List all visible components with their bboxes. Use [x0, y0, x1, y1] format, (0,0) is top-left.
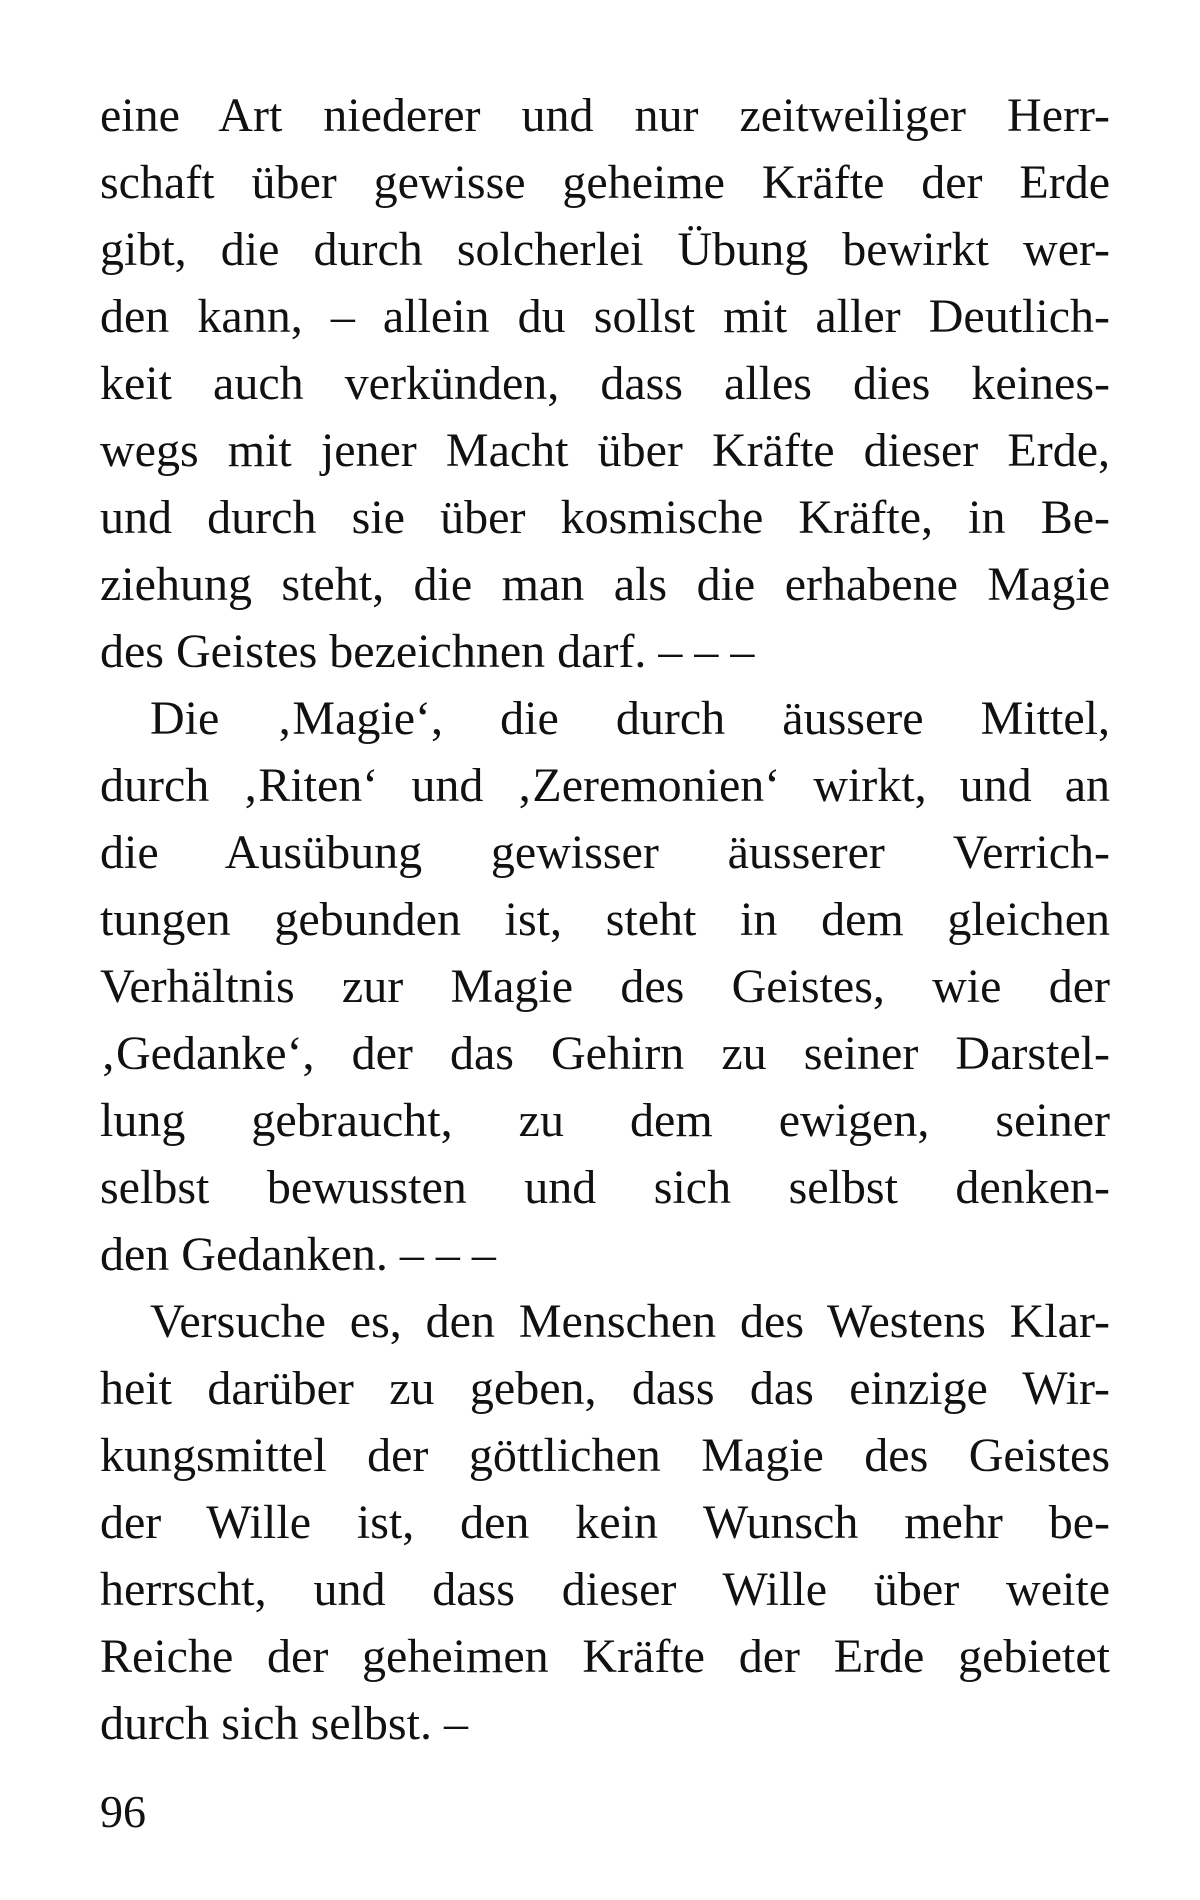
text-line: den kann, – allein du sollst mit aller Deutlich-	[100, 290, 1110, 343]
text-line: Die ‚Magie‘, die durch äussere Mittel,	[150, 692, 1110, 745]
text-line: den Gedanken. – – –	[100, 1228, 496, 1281]
text-line: heit darüber zu geben, dass das einzige Wir-	[100, 1362, 1110, 1415]
text-line: keit auch verkünden, dass alles dies keines-	[100, 357, 1110, 410]
text-line: eine Art niederer und nur zeitweiliger Herr-	[100, 89, 1110, 142]
text-line: herrscht, und dass dieser Wille über weite	[100, 1563, 1110, 1616]
text-line: die Ausübung gewisser äusserer Verrich-	[100, 826, 1110, 879]
text-line: Reiche der geheimen Kräfte der Erde gebietet	[100, 1630, 1110, 1683]
text-line: lung gebraucht, zu dem ewigen, seiner	[100, 1094, 1110, 1147]
page-number: 96	[100, 1786, 146, 1837]
text-line: kungsmittel der göttlichen Magie des Geistes	[100, 1429, 1110, 1482]
text-line: schaft über gewisse geheime Kräfte der Erde	[100, 156, 1110, 209]
text-line: ‚Gedanke‘, der das Gehirn zu seiner Darstel-	[100, 1027, 1110, 1080]
text-line: Versuche es, den Menschen des Westens Klar-	[150, 1295, 1110, 1348]
text-line: tungen gebunden ist, steht in dem gleichen	[100, 893, 1110, 946]
text-line: ziehung steht, die man als die erhabene Magie	[100, 558, 1110, 611]
text-line: selbst bewussten und sich selbst denken-	[100, 1161, 1110, 1214]
text-line: wegs mit jener Macht über Kräfte dieser Erde,	[100, 424, 1110, 477]
text-line: durch ‚Riten‘ und ‚Zeremonien‘ wirkt, und an	[100, 759, 1110, 812]
text-line: gibt, die durch solcherlei Übung bewirkt wer-	[100, 223, 1110, 276]
text-line: des Geistes bezeichnen darf. – – –	[100, 625, 755, 678]
text-line: der Wille ist, den kein Wunsch mehr be-	[100, 1496, 1110, 1549]
text-line: Verhältnis zur Magie des Geistes, wie der	[100, 960, 1110, 1013]
text-line: und durch sie über kosmische Kräfte, in Be-	[100, 491, 1110, 544]
text-line: durch sich selbst. –	[100, 1697, 468, 1750]
body-text	[100, 82, 1110, 1757]
